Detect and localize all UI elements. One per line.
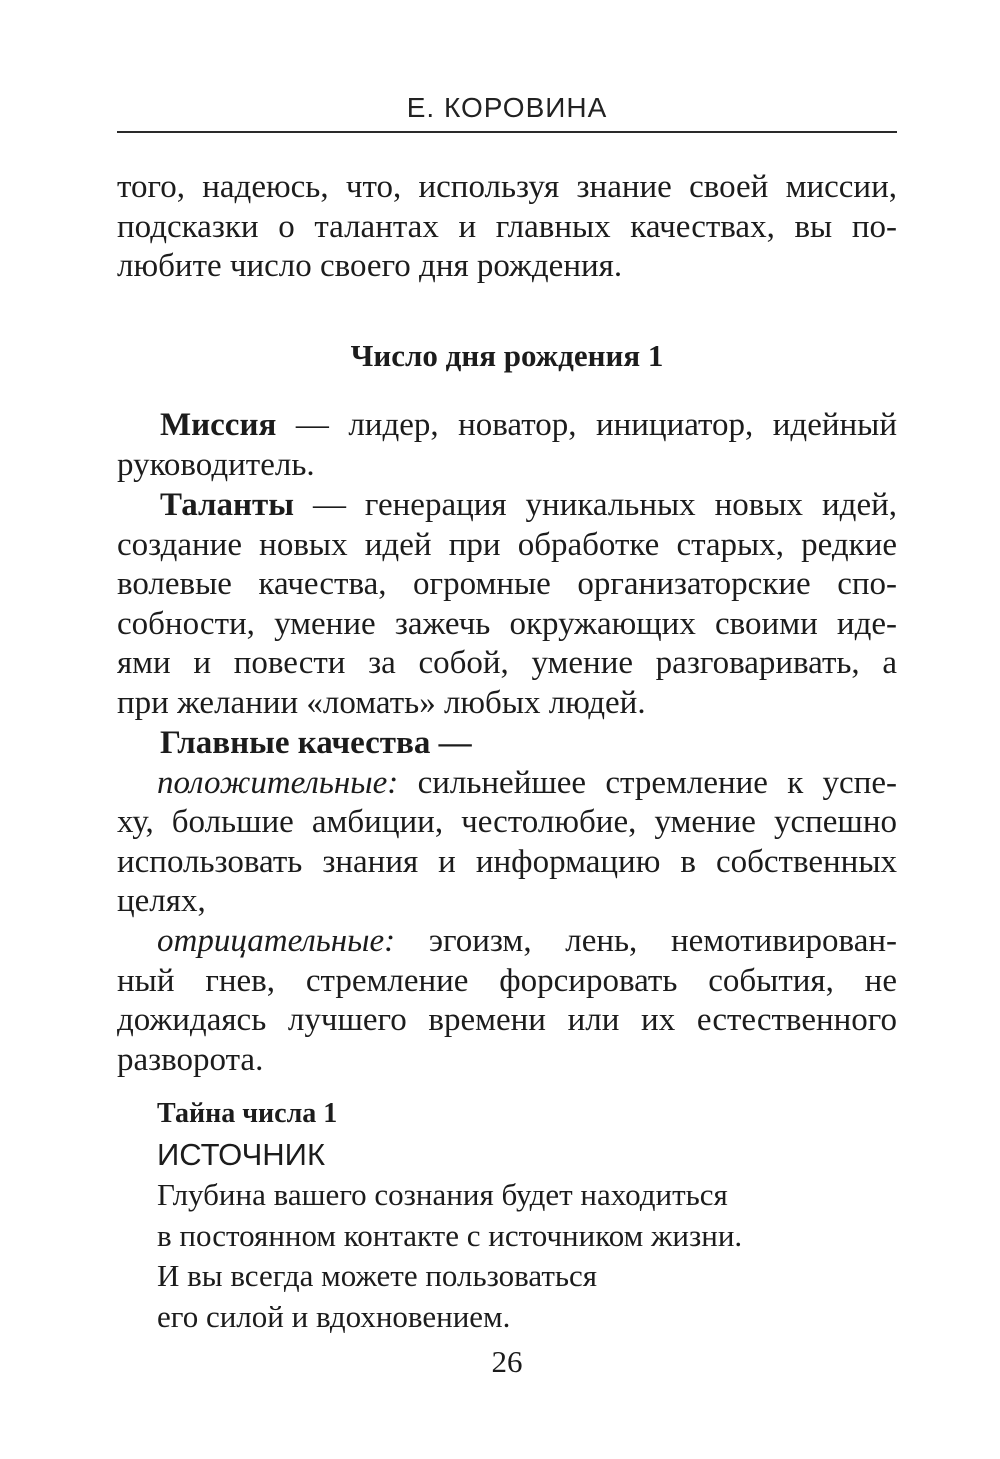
intro-paragraph [117,168,897,287]
secret-line: в постоянном контакте с источником жизни. [157,1217,743,1253]
negative-line: ный гнев, стремление форсировать события, не [117,962,897,999]
positive-line: ху, большие амбиции, честолюбие, умение успешно [117,804,897,841]
page-number: 26 [491,1344,523,1379]
negative-line: разворота. [117,1041,264,1078]
talents-label: Таланты [160,487,294,523]
talents-text: — генерация уникальных новых идей, [312,487,897,523]
positive-text: сильнейшее стремление к успе- [417,764,897,801]
header-rule [117,131,897,133]
qualities-paragraph [117,724,897,1080]
talents-line: собности, умение зажечь окружающих своими иде- [117,605,897,642]
mission-line: руководитель. [117,446,315,483]
positive-line: целях, [117,883,206,920]
intro-line: подсказки о талантах и главных качествах, вы по- [117,208,897,245]
intro-line: любите число своего дня рождения. [117,248,623,285]
intro-line: того, надеюсь, что, используя знание своей миссии, [117,169,897,205]
talents-line: при желании «ломать» любых людей. [117,684,646,721]
secret-line: его силой и вдохновением. [157,1298,511,1334]
secret-title: Тайна числа 1 [157,1098,338,1129]
running-head-author: Е. КОРОВИНА [406,92,608,123]
talents-line: создание новых идей при обработке старых, редкие [117,526,897,563]
secret-line: Глубина вашего сознания будет находиться [157,1177,728,1212]
secret-line: И вы всегда можете пользоваться [157,1258,598,1293]
positive-label: положительные: [157,764,399,801]
mission-label: Миссия [160,407,277,443]
negative-text: эгоизм, лень, немотивирован- [428,922,897,959]
positive-line: использовать знания и информацию в собственных [117,843,897,880]
mission-paragraph [117,406,897,485]
negative-label: отрицательные: [157,922,396,959]
mission-text: — лидер, новатор, инициатор, идейный [295,407,898,443]
talents-paragraph [117,486,897,724]
negative-line: дожидаясь лучшего времени или их естественного [117,1002,897,1039]
secret-block [157,1094,742,1337]
secret-subtitle: ИСТОЧНИК [157,1136,326,1172]
talents-line: ями и повести за собой, умение разговаривать, а [117,645,897,682]
section-title: Число дня рождения 1 [350,338,664,373]
qualities-label: Главные качества — [160,725,472,761]
talents-line: волевые качества, огромные организаторские спо- [117,566,897,603]
